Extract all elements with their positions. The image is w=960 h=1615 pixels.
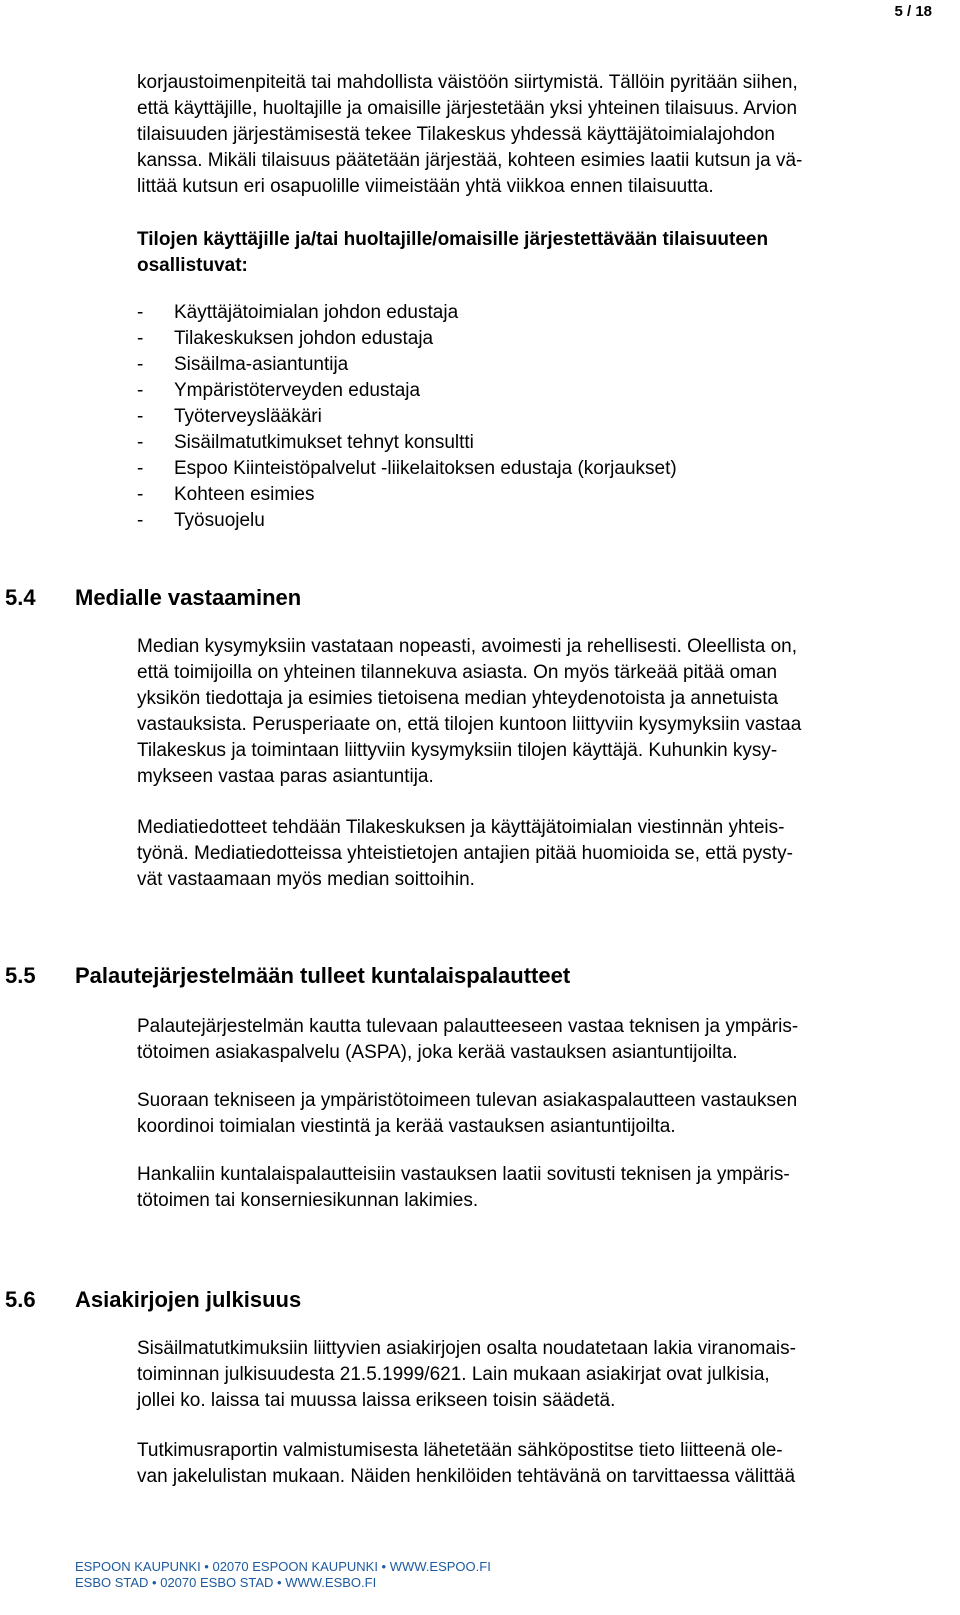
section-number: 5.6: [5, 1287, 36, 1312]
text-line: van jakelulistan mukaan. Näiden henkilöiden tehtävänä on tarvittaessa välittää: [137, 1466, 796, 1487]
list-marker: -: [137, 354, 144, 375]
text-line: koordinoi toimialan viestintä ja kerää vastauksen asiantuntijoilta.: [137, 1116, 676, 1137]
list-item: [137, 378, 677, 404]
list-item-text: Espoo Kiinteistöpalvelut -liikelaitoksen edustaja (korjaukset): [174, 458, 677, 479]
section-number: 5.4: [5, 585, 36, 610]
text-line: Hankaliin kuntalaispalautteisiin vastauksen laatii sovitusti teknisen ja ympäris-: [137, 1164, 790, 1185]
section-heading-5-5: [5, 962, 570, 990]
list-marker: -: [137, 302, 144, 323]
text-line: Mediatiedotteet tehdään Tilakeskuksen ja käyttäjätoimialan viestinnän yhteis-: [137, 817, 785, 838]
list-item-text: Sisäilmatutkimukset tehnyt konsultti: [174, 432, 474, 453]
text-line: jollei ko. laissa tai muussa laissa erikseen toisin säädetä.: [137, 1390, 616, 1411]
list-item: [137, 456, 677, 482]
list-marker: -: [137, 432, 144, 453]
text-line: toiminnan julkisuudesta 21.5.1999/621. Lain mukaan asiakirjat ovat julkisia,: [137, 1364, 770, 1385]
list-item: [137, 300, 677, 326]
intro-paragraph: [137, 70, 937, 200]
list-marker: -: [137, 458, 144, 479]
section-5-5-paragraph-2: [137, 1088, 937, 1140]
footer-line-fi: ESPOON KAUPUNKI • 02070 ESPOON KAUPUNKI • WWW.ESPOO.FI: [75, 1559, 491, 1574]
text-line: Tutkimusraportin valmistumisesta lähetetään sähköpostitse tieto liitteenä ole-: [137, 1440, 783, 1461]
section-number: 5.5: [5, 963, 36, 988]
text-line: tötoimen asiakaspalvelu (ASPA), joka kerää vastauksen asiantuntijoilta.: [137, 1042, 738, 1063]
section-5-4-paragraph-1: [137, 634, 937, 790]
text-line: yksikön tiedottaja ja esimies tietoisena median yhteydenotoista ja annetuista: [137, 688, 779, 709]
list-item: [137, 430, 677, 456]
section-5-4-paragraph-2: [137, 815, 937, 893]
text-line: että käyttäjille, huoltajille ja omaisille järjestetään yksi yhteinen tilaisuus. Arvion: [137, 98, 798, 119]
list-marker: -: [137, 406, 144, 427]
list-marker: -: [137, 328, 144, 349]
list-item-text: Työterveyslääkäri: [174, 406, 322, 427]
text-line: Palautejärjestelmän kautta tulevaan palautteeseen vastaa teknisen ja ympäris-: [137, 1016, 799, 1037]
list-marker: -: [137, 484, 144, 505]
text-line: että toimijoilla on yhteinen tilannekuva asiasta. On myös tärkeää pitää oman: [137, 662, 778, 683]
text-line: mykseen vastaa paras asiantuntija.: [137, 766, 434, 787]
footer-line-sv: ESBO STAD • 02070 ESBO STAD • WWW.ESBO.FI: [75, 1575, 377, 1590]
text-line: Tilojen käyttäjille ja/tai huoltajille/omaisille järjestettävään tilaisuuteen: [137, 229, 769, 250]
section-5-6-paragraph-2: [137, 1438, 937, 1490]
text-line: tilaisuuden järjestämisestä tekee Tilakeskus yhdessä käyttäjätoimialajohdon: [137, 124, 775, 145]
list-marker: -: [137, 380, 144, 401]
list-item-text: Käyttäjätoimialan johdon edustaja: [174, 302, 459, 323]
text-line: työnä. Mediatiedotteissa yhteistietojen antajien pitää huomioida se, että pysty-: [137, 843, 793, 864]
section-title: Medialle vastaaminen: [75, 585, 302, 610]
section-5-5-paragraph-1: [137, 1014, 937, 1066]
list-item-text: Työsuojelu: [174, 510, 265, 531]
list-item-text: Ympäristöterveyden edustaja: [174, 380, 421, 401]
text-line: Median kysymyksiin vastataan nopeasti, avoimesti ja rehellisesti. Oleellista on,: [137, 636, 798, 657]
participants-heading: [137, 227, 937, 279]
section-heading-5-4: [5, 584, 301, 612]
section-heading-5-6: [5, 1286, 301, 1314]
text-line: littää kutsun eri osapuolille viimeistään yhtä viikkoa ennen tilaisuutta.: [137, 176, 714, 197]
text-line: kanssa. Mikäli tilaisuus päätetään järjestää, kohteen esimies laatii kutsun ja vä-: [137, 150, 803, 171]
list-item: [137, 352, 677, 378]
list-item: [137, 326, 677, 352]
list-item: [137, 404, 677, 430]
list-item-text: Sisäilma-asiantuntija: [174, 354, 349, 375]
section-5-6-paragraph-1: [137, 1336, 937, 1414]
list-item: [137, 482, 677, 508]
text-line: tötoimen tai konserniesikunnan lakimies.: [137, 1190, 479, 1211]
text-line: korjaustoimenpiteitä tai mahdollista väistöön siirtymistä. Tällöin pyritään siihen,: [137, 72, 798, 93]
text-line: Suoraan tekniseen ja ympäristötoimeen tulevan asiakaspalautteen vastauksen: [137, 1090, 798, 1111]
text-line: vastauksista. Perusperiaate on, että tilojen kuntoon liittyviin kysymyksiin vastaa: [137, 714, 802, 735]
text-line: osallistuvat:: [137, 255, 248, 276]
list-item: [137, 508, 677, 534]
page-number: 5 / 18: [894, 3, 932, 20]
list-item-text: Kohteen esimies: [174, 484, 315, 505]
text-line: Sisäilmatutkimuksiin liittyvien asiakirjojen osalta noudatetaan lakia viranomais-: [137, 1338, 796, 1359]
participants-list: [137, 300, 677, 534]
list-marker: -: [137, 510, 144, 531]
text-line: vät vastaamaan myös median soittoihin.: [137, 869, 475, 890]
list-item-text: Tilakeskuksen johdon edustaja: [174, 328, 434, 349]
page-footer: [75, 1559, 491, 1591]
section-title: Palautejärjestelmään tulleet kuntalaispalautteet: [75, 963, 571, 988]
text-line: Tilakeskus ja toimintaan liittyviin kysymyksiin tilojen käyttäjä. Kuhunkin kysy-: [137, 740, 778, 761]
section-5-5-paragraph-3: [137, 1162, 937, 1214]
section-title: Asiakirjojen julkisuus: [75, 1287, 302, 1312]
